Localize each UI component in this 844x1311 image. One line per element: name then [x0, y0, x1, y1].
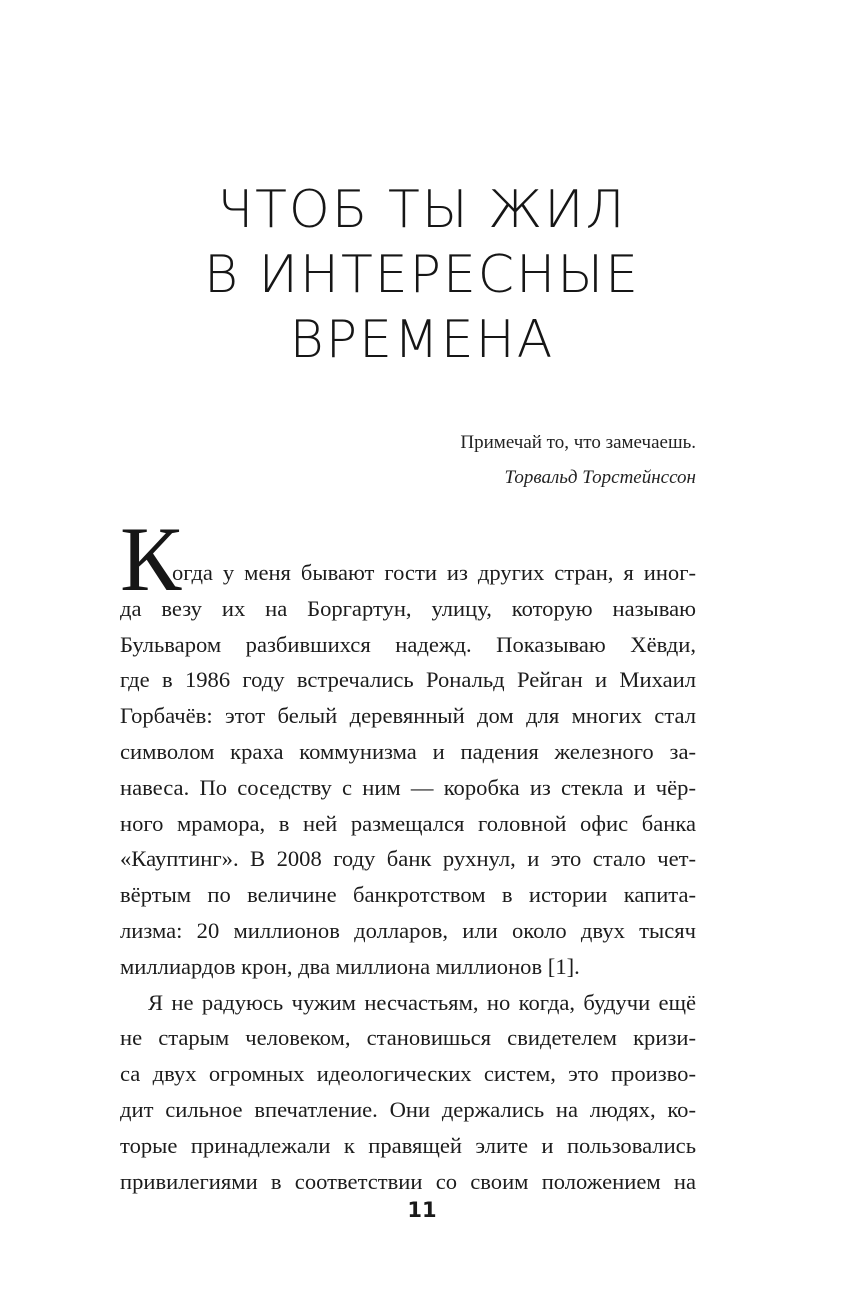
text-line: Бульваром разбившихся надежд. Показываю Хёвди,	[120, 631, 696, 657]
epigraph-quote: Примечай то, что замечаешь.	[460, 432, 696, 453]
text-line: вёртым по величине банкротством в истории капита-	[120, 882, 696, 908]
epigraph	[196, 425, 696, 495]
text-line: ного мрамора, в ней размещался головной офис банка	[120, 810, 696, 836]
text-line: навеса. По соседству с ним — коробка из стекла и чёр-	[120, 774, 696, 800]
text-line: са двух огромных идеологических систем, это произво-	[120, 1061, 696, 1087]
text-line: Горбачёв: этот белый деревянный дом для многих стал	[120, 703, 696, 729]
text-line: «Кауптинг». В 2008 году банк рухнул, и это стало чет-	[120, 846, 696, 872]
drop-cap: К	[120, 508, 182, 610]
page-number: 11	[407, 1198, 437, 1222]
text-line: да везу их на Боргартун, улицу, которую называю	[120, 595, 696, 621]
text-line: привилегиями в соответствии со своим положением на	[120, 1168, 696, 1194]
text-line: огда у меня бывают гости из других стран, я иног-	[172, 560, 696, 585]
paragraph-1	[120, 508, 696, 985]
text-line: дит сильное впечатление. Они держались на людях, ко-	[120, 1096, 696, 1122]
chapter-title-line: В ИНТЕРЕСНЫЕ	[204, 245, 640, 305]
chapter-title-line: ВРЕМЕНА	[289, 310, 555, 370]
text-line: лизма: 20 миллионов долларов, или около двух тысяч	[120, 917, 696, 943]
text-line: символом краха коммунизма и падения железного за-	[120, 738, 696, 764]
chapter-title	[0, 178, 844, 373]
body-text	[120, 508, 696, 1199]
text-line: где в 1986 году встречались Рональд Рейган и Михаил	[120, 667, 696, 693]
text-line: миллиардов крон, два миллиона миллионов [1].	[120, 953, 580, 979]
paragraph-2	[120, 985, 696, 1200]
epigraph-author: Торвальд Торстейнссон	[504, 467, 696, 488]
text-line: не старым человеком, становишься свидетелем кризи-	[120, 1025, 696, 1051]
text-line: Я не радуюсь чужим несчастьям, но когда, будучи ещё	[148, 989, 696, 1015]
chapter-title-line: ЧТОБ ТЫ ЖИЛ	[217, 180, 627, 240]
text-line: торые принадлежали к правящей элите и пользовались	[120, 1132, 696, 1158]
